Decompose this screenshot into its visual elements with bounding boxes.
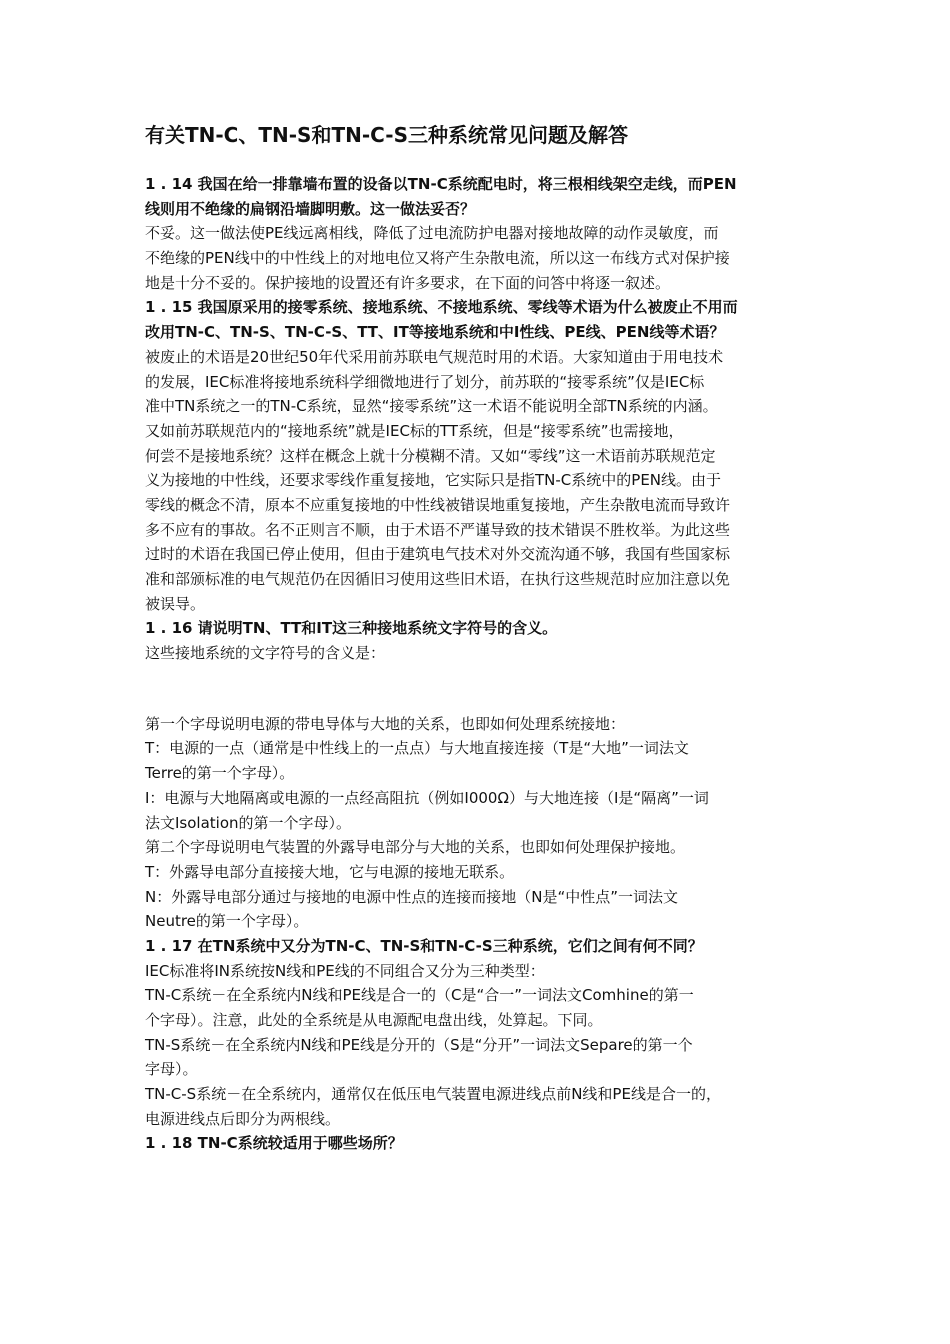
paragraph-line: 何尝不是接地系统？这样在概念上就十分模糊不清。又如“零线”这一术语前苏联规范定 — [145, 446, 716, 465]
paragraph-line: 的发展，IEC标准将接地系统科学细微地进行了划分，前苏联的“接零系统”仅是IEC标 — [145, 372, 705, 391]
paragraph-line: 过时的术语在我国已停止使用，但由于建筑电气技术对外交流沟通不够，我国有些国家标 — [145, 545, 731, 564]
paragraph-line: I：电源与大地隔离或电源的一点经高阻抗（例如I000Ω）与大地连接（I是“隔离”一词 — [145, 788, 709, 807]
paragraph-line: 地是十分不妥的。保护接地的设置还有许多要求，在下面的问答中将逐一叙述。 — [145, 273, 671, 292]
paragraph-line: 字母）。 — [145, 1060, 198, 1079]
question-line: 改用TN-C、TN-S、TN-C-S、TT、IT等接地系统和中I性线、PE线、PEN线等术语？ — [145, 323, 725, 342]
paragraph-line: 电源进线点后即分为两根线。 — [145, 1109, 341, 1128]
paragraph-line: IEC标准将IN系统按N线和PE线的不同组合又分为三种类型： — [145, 961, 545, 980]
paragraph-line: 第一个字母说明电源的带电导体与大地的关系，也即如何处理系统接地： — [145, 714, 626, 733]
paragraph-line: T：外露导电部分直接接大地，它与电源的接地无联系。 — [145, 862, 515, 881]
paragraph-line: 准中TN系统之一的TN-C系统，显然“接零系统”这一术语不能说明全部TN系统的内涵。 — [145, 397, 718, 416]
paragraph-line: 被废止的术语是20世纪50年代采用前苏联电气规范时用的术语。大家知道由于用电技术 — [145, 347, 724, 366]
paragraph-line: 个字母）。注意，此处的全系统是从电源配电盘出线，处算起。下同。 — [145, 1011, 603, 1029]
blank-space — [145, 666, 835, 712]
paragraph-line: TN-C系统－在全系统内N线和PE线是合一的（C是“合一”一词法文Comhine的第一 — [145, 986, 694, 1005]
paragraph-line: 被误导。 — [145, 594, 206, 613]
paragraph-line: 法文Isolation的第一个字母）。 — [145, 813, 352, 832]
paragraph-line: 第二个字母说明电气装置的外露导电部分与大地的关系，也即如何处理保护接地。 — [145, 838, 686, 857]
question-line: 线则用不绝缘的扁钢沿墙脚明敷。这一做法妥否？ — [145, 199, 476, 218]
document-body — [145, 172, 835, 1156]
paragraph-line: N：外露导电部分通过与接地的电源中性点的连接而接地（N是“中性点”一词法文 — [145, 887, 678, 906]
paragraph-line: 不绝缘的PEN线中的中性线上的对地电位又将产生杂散电流，所以这一布线方式对保护接 — [145, 249, 730, 268]
paragraph-line: TN-C-S系统－在全系统内，通常仅在低压电气装置电源进线点前N线和PE线是合一的， — [145, 1085, 721, 1104]
document-title: 有关TN-C、TN-S和TN-C-S三种系统常见问题及解答 — [145, 123, 628, 147]
document-page — [145, 120, 835, 1156]
question-line: 1 . 16 请说明TN、TT和IT这三种接地系统文字符号的含义。 — [145, 619, 558, 638]
paragraph-line: 这些接地系统的文字符号的含义是： — [145, 644, 386, 663]
question-line: 1 . 15 我国原采用的接零系统、接地系统、不接地系统、零线等术语为什么被废止不用而 — [145, 298, 738, 317]
paragraph-line: 又如前苏联规范内的“接地系统”就是IEC标的TT系统，但是“接零系统”也需接地， — [145, 421, 684, 440]
question-line: 1 . 17 在TN系统中又分为TN-C、TN-S和TN-C-S三种系统，它们之间有何不同？ — [145, 936, 703, 955]
paragraph-line: 零线的概念不清，原本不应重复接地的中性线被错误地重复接地，产生杂散电流而导致许 — [145, 495, 731, 514]
question-line: 1 . 14 我国在给一排靠墙布置的设备以TN-C系统配电时，将三根相线架空走线，而PEN — [145, 175, 737, 193]
paragraph-line: Neutre的第一个字母）。 — [145, 912, 309, 931]
paragraph-line: T：电源的一点（通常是中性线上的一点点）与大地直接连接（T是“大地”一词法文 — [145, 739, 689, 758]
paragraph-line: 义为接地的中性线，还要求零线作重复接地，它实际只是指TN-C系统中的PEN线。由于 — [145, 471, 722, 490]
paragraph-line: 多不应有的事故。名不正则言不顺，由于术语不严谨导致的技术错误不胜枚举。为此这些 — [145, 520, 731, 539]
paragraph-line: 不妥。这一做法使PE线远离相线，降低了过电流防护电器对接地故障的动作灵敏度，而 — [145, 224, 719, 243]
paragraph-line: Terre的第一个字母）。 — [145, 764, 295, 783]
question-line: 1 . 18 TN-C系统较适用于哪些场所？ — [145, 1134, 403, 1153]
paragraph-line: TN-S系统－在全系统内N线和PE线是分开的（S是“分开”一词法文Separe的第一个 — [145, 1035, 693, 1054]
paragraph-line: 准和部颁标准的电气规范仍在因循旧习使用这些旧术语，在执行这些规范时应加注意以免 — [145, 570, 731, 588]
